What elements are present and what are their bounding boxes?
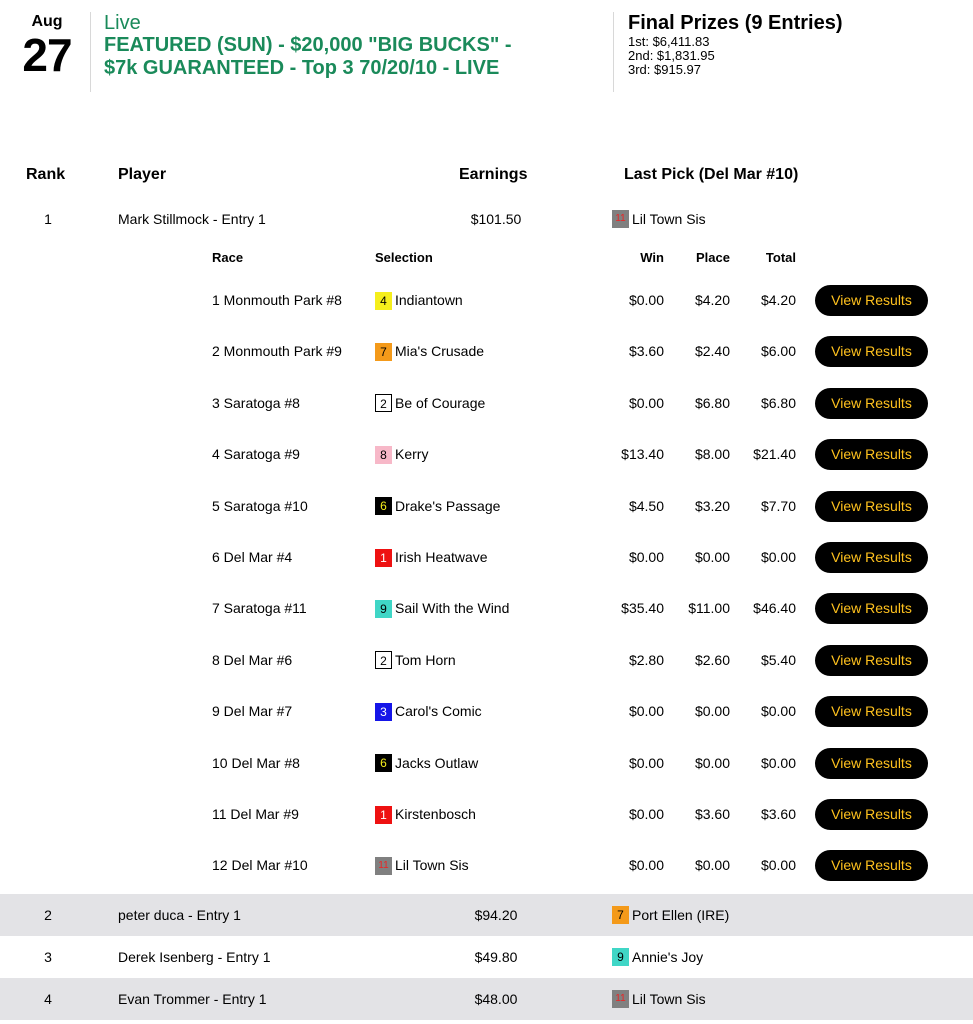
player-name: Mark Stillmock - Entry 1 bbox=[118, 211, 266, 227]
pick-row bbox=[0, 583, 973, 634]
player-rank: 2 bbox=[44, 907, 52, 923]
column-header-last-pick: Last Pick (Del Mar #10) bbox=[624, 166, 799, 183]
race-name: 12 Del Mar #10 bbox=[212, 857, 308, 874]
post-position-badge: 7 bbox=[375, 343, 392, 361]
post-position-badge: 8 bbox=[375, 446, 392, 464]
win-payout: $2.80 bbox=[628, 651, 664, 668]
total-payout: $0.00 bbox=[760, 703, 796, 720]
total-payout: $0.00 bbox=[760, 549, 796, 565]
race-name: 9 Del Mar #7 bbox=[212, 703, 293, 720]
last-pick bbox=[612, 198, 706, 240]
view-results-button[interactable]: View Results bbox=[815, 748, 928, 779]
win-payout: $35.40 bbox=[621, 600, 664, 617]
pick-row bbox=[0, 635, 973, 686]
selection bbox=[375, 481, 500, 532]
selection-horse: Irish Heatwave bbox=[395, 549, 488, 565]
selection bbox=[375, 635, 456, 686]
selection-horse: Mia's Crusade bbox=[395, 343, 485, 360]
total-payout: $3.60 bbox=[760, 806, 796, 822]
player-rank: 4 bbox=[44, 991, 52, 1007]
view-results-button[interactable]: View Results bbox=[815, 439, 928, 470]
final-prizes bbox=[628, 11, 958, 77]
sub-header-win: Win bbox=[640, 250, 664, 265]
pick-row bbox=[0, 378, 973, 429]
total-payout: $7.70 bbox=[760, 497, 796, 514]
post-position-badge: 11 bbox=[612, 210, 629, 228]
leaderboard-row[interactable] bbox=[0, 936, 973, 978]
player-earnings: $101.50 bbox=[470, 211, 522, 227]
prizes-title: Final Prizes (9 Entries) bbox=[628, 12, 843, 34]
total-payout: $4.20 bbox=[760, 292, 796, 308]
race-name: 6 Del Mar #4 bbox=[212, 549, 293, 565]
win-payout: $4.50 bbox=[628, 497, 664, 514]
selection-horse: Sail With the Wind bbox=[395, 600, 510, 617]
win-payout: $0.00 bbox=[628, 754, 664, 771]
selection bbox=[375, 326, 484, 377]
pick-row bbox=[0, 738, 973, 789]
last-pick bbox=[612, 894, 729, 936]
leaderboard-row[interactable] bbox=[0, 894, 973, 936]
selection bbox=[375, 738, 478, 789]
view-results-button[interactable]: View Results bbox=[815, 850, 928, 881]
place-payout: $2.40 bbox=[694, 343, 730, 360]
player-name: Evan Trommer - Entry 1 bbox=[118, 991, 267, 1007]
place-payout: $0.00 bbox=[694, 754, 730, 771]
pick-row bbox=[0, 481, 973, 532]
header-divider bbox=[613, 12, 614, 92]
post-position-badge: 11 bbox=[375, 857, 392, 875]
post-position-badge: 7 bbox=[612, 906, 629, 924]
win-payout: $0.00 bbox=[628, 806, 664, 822]
win-payout: $0.00 bbox=[628, 703, 664, 720]
selection bbox=[375, 789, 476, 840]
win-payout: $0.00 bbox=[628, 857, 664, 874]
post-position-badge: 3 bbox=[375, 703, 392, 721]
post-position-badge: 1 bbox=[375, 806, 392, 824]
header-divider bbox=[90, 12, 91, 92]
selection-horse: Kirstenbosch bbox=[395, 806, 476, 822]
pick-row bbox=[0, 686, 973, 737]
player-name: peter duca - Entry 1 bbox=[118, 907, 241, 923]
selection-horse: Indiantown bbox=[395, 292, 463, 308]
total-payout: $0.00 bbox=[760, 857, 796, 874]
place-payout: $0.00 bbox=[694, 549, 730, 565]
place-payout: $8.00 bbox=[694, 446, 730, 463]
contest-header bbox=[0, 0, 973, 110]
selection bbox=[375, 378, 485, 429]
win-payout: $13.40 bbox=[621, 446, 664, 463]
post-position-badge: 2 bbox=[375, 651, 392, 669]
total-payout: $6.00 bbox=[760, 343, 796, 360]
leaderboard-row[interactable] bbox=[0, 198, 973, 240]
total-payout: $6.80 bbox=[760, 394, 796, 411]
pick-row bbox=[0, 789, 973, 840]
post-position-badge: 1 bbox=[375, 549, 392, 567]
contest-title-block bbox=[104, 12, 604, 80]
post-position-badge: 9 bbox=[375, 600, 392, 618]
selection-horse: Kerry bbox=[395, 446, 429, 463]
column-header-earnings: Earnings bbox=[459, 166, 528, 183]
date-day: 27 bbox=[22, 29, 72, 81]
player-earnings: $94.20 bbox=[474, 907, 518, 923]
leaderboard-row[interactable] bbox=[0, 978, 973, 1020]
sub-header-race: Race bbox=[212, 250, 244, 265]
view-results-button[interactable]: View Results bbox=[815, 799, 928, 830]
post-position-badge: 4 bbox=[375, 292, 392, 310]
selection bbox=[375, 429, 428, 480]
view-results-button[interactable]: View Results bbox=[815, 696, 928, 727]
last-pick bbox=[612, 978, 706, 1020]
post-position-badge: 6 bbox=[375, 497, 392, 515]
contest-title-line2: $7k GUARANTEED - Top 3 70/20/10 - LIVE bbox=[104, 57, 500, 79]
prize-second: 2nd: $1,831.95 bbox=[628, 48, 715, 63]
pick-row bbox=[0, 532, 973, 583]
sub-header-place: Place bbox=[696, 250, 730, 265]
total-payout: $21.40 bbox=[753, 446, 796, 463]
post-position-badge: 9 bbox=[612, 948, 629, 966]
last-pick-horse: Annie's Joy bbox=[632, 949, 704, 965]
view-results-button[interactable]: View Results bbox=[815, 645, 928, 676]
race-name: 4 Saratoga #9 bbox=[212, 446, 300, 463]
pick-row bbox=[0, 275, 973, 326]
place-payout: $0.00 bbox=[694, 857, 730, 874]
post-position-badge: 2 bbox=[375, 394, 392, 412]
place-payout: $0.00 bbox=[694, 703, 730, 720]
selection-horse: Tom Horn bbox=[395, 651, 456, 668]
pick-row bbox=[0, 326, 973, 377]
last-pick-horse: Port Ellen (IRE) bbox=[632, 907, 730, 923]
place-payout: $2.60 bbox=[694, 651, 730, 668]
column-header-player: Player bbox=[118, 166, 167, 183]
total-payout: $0.00 bbox=[760, 754, 796, 771]
race-name: 2 Monmouth Park #9 bbox=[212, 343, 342, 360]
pick-row bbox=[0, 840, 973, 891]
race-name: 10 Del Mar #8 bbox=[212, 754, 300, 771]
view-results-button[interactable]: View Results bbox=[815, 491, 928, 522]
total-payout: $5.40 bbox=[760, 651, 796, 668]
selection-horse: Drake's Passage bbox=[395, 497, 501, 514]
prize-third: 3rd: $915.97 bbox=[628, 62, 702, 77]
place-payout: $3.20 bbox=[694, 497, 730, 514]
race-name: 11 Del Mar #9 bbox=[212, 806, 299, 822]
race-name: 5 Saratoga #10 bbox=[212, 497, 308, 514]
race-name: 7 Saratoga #11 bbox=[212, 600, 307, 617]
selection-horse: Be of Courage bbox=[395, 394, 486, 411]
column-header-rank: Rank bbox=[26, 166, 66, 183]
post-position-badge: 6 bbox=[375, 754, 392, 772]
view-results-button[interactable]: View Results bbox=[815, 593, 928, 624]
selection-horse: Carol's Comic bbox=[395, 703, 482, 720]
contest-title-line1: FEATURED (SUN) - $20,000 "BIG BUCKS" - bbox=[104, 34, 512, 56]
pick-row bbox=[0, 429, 973, 480]
place-payout: $4.20 bbox=[694, 292, 730, 308]
race-name: 1 Monmouth Park #8 bbox=[212, 292, 342, 308]
last-pick-horse: Lil Town Sis bbox=[632, 991, 706, 1007]
view-results-button[interactable]: View Results bbox=[815, 388, 928, 419]
selection bbox=[375, 532, 488, 583]
win-payout: $0.00 bbox=[628, 549, 664, 565]
place-payout: $6.80 bbox=[694, 394, 730, 411]
place-payout: $3.60 bbox=[694, 806, 730, 822]
player-name: Derek Isenberg - Entry 1 bbox=[118, 949, 271, 965]
selection bbox=[375, 686, 482, 737]
player-rank: 1 bbox=[44, 211, 52, 227]
selection bbox=[375, 275, 463, 326]
total-payout: $46.40 bbox=[753, 600, 796, 617]
last-pick bbox=[612, 936, 703, 978]
selection-horse: Jacks Outlaw bbox=[395, 754, 479, 771]
contest-date bbox=[16, 12, 78, 81]
win-payout: $0.00 bbox=[628, 394, 664, 411]
selection-horse: Lil Town Sis bbox=[395, 857, 469, 874]
win-payout: $3.60 bbox=[628, 343, 664, 360]
selection bbox=[375, 840, 469, 891]
post-position-badge: 11 bbox=[612, 990, 629, 1008]
win-payout: $0.00 bbox=[628, 292, 664, 308]
view-results-button[interactable]: View Results bbox=[815, 285, 928, 316]
view-results-button[interactable]: View Results bbox=[815, 542, 928, 573]
sub-header-selection: Selection bbox=[375, 250, 433, 265]
view-results-button[interactable]: View Results bbox=[815, 336, 928, 367]
last-pick-horse: Lil Town Sis bbox=[632, 211, 706, 227]
player-earnings: $48.00 bbox=[474, 991, 518, 1007]
race-name: 3 Saratoga #8 bbox=[212, 394, 300, 411]
player-rank: 3 bbox=[44, 949, 52, 965]
player-earnings: $49.80 bbox=[474, 949, 518, 965]
race-name: 8 Del Mar #6 bbox=[212, 651, 293, 668]
selection bbox=[375, 583, 509, 634]
sub-header-total: Total bbox=[765, 250, 796, 265]
date-month: Aug bbox=[31, 13, 63, 30]
prize-first: 1st: $6,411.83 bbox=[628, 34, 710, 49]
contest-status: Live bbox=[104, 12, 141, 34]
place-payout: $11.00 bbox=[688, 600, 730, 617]
